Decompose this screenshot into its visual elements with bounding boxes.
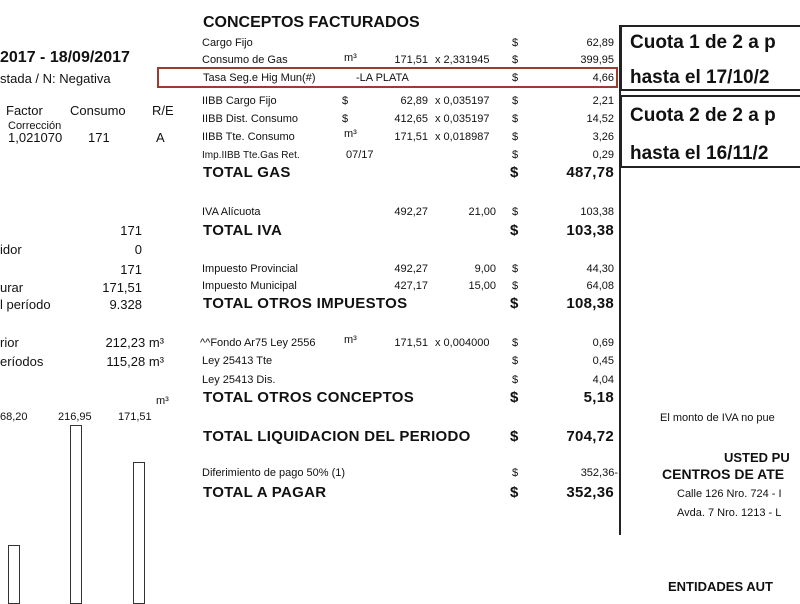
consumo-value: 171 (88, 130, 110, 145)
calle-address: Calle 126 Nro. 724 - I (677, 488, 782, 500)
centros-text: CENTROS DE ATE (662, 466, 785, 482)
total-pagar-amount: 352,36 (566, 484, 614, 501)
imp-iibb-amount: 0,29 (592, 149, 614, 161)
conceptos-title: CONCEPTOS FACTURADOS (203, 14, 420, 31)
left-row-value: 9.328 (109, 297, 142, 312)
consumo-gas-label: Consumo de Gas (202, 54, 288, 66)
col-re: R/E (152, 103, 174, 118)
iva-alicuota-label: IVA Alícuota (202, 206, 261, 218)
imp-iibb-cur: $ (512, 149, 519, 161)
prev-value: 212,23 m³ (105, 335, 164, 350)
period-dates: 2017 - 18/09/2017 (0, 49, 130, 66)
iibb-dist-base: 412,65 (394, 113, 428, 125)
left-row-label: l período (0, 297, 51, 312)
total-otros-conc-label: TOTAL OTROS CONCEPTOS (203, 389, 415, 406)
fondo-rate: x 0,004000 (435, 337, 490, 349)
fondo-unit: m³ (344, 334, 357, 346)
cuota-2-line2: hasta el 16/11/2 (630, 143, 769, 164)
ley-tte-cur: $ (512, 355, 519, 367)
col-consumo: Consumo (70, 103, 126, 118)
consumption-bar (70, 425, 82, 604)
total-otros-imp-amount: 108,38 (566, 295, 614, 312)
diferimiento-cur: $ (512, 467, 519, 479)
tasa-amount: 4,66 (592, 72, 614, 84)
iibb-tte-unit: m³ (344, 128, 357, 140)
iibb-tte-cur: $ (512, 131, 519, 143)
left-row-value: 0 (134, 242, 142, 257)
ley-tte-label: Ley 25413 Tte (202, 355, 273, 367)
iibb-tte-label: IIBB Tte. Consumo (202, 131, 295, 143)
total-iva-amount: 103,38 (566, 222, 614, 239)
total-iva-cur: $ (510, 222, 519, 239)
cuota-1-box (620, 25, 800, 91)
iva-alicuota-amount: 103,38 (580, 206, 614, 218)
total-gas-cur: $ (510, 164, 519, 181)
imp-mun-cur: $ (512, 280, 519, 292)
prev-value: 115,28 m³ (106, 354, 164, 369)
iibb-tte-amount: 3,26 (592, 131, 614, 143)
cargo-fijo-label: Cargo Fijo (202, 37, 253, 49)
consumo-gas-unit: m³ (344, 52, 357, 64)
tasa-loc: -LA PLATA (356, 72, 409, 84)
iibb-dist-rate: x 0,035197 (435, 113, 490, 125)
consumo-gas-rate: x 2,331945 (435, 54, 490, 66)
iibb-dist-label: IIBB Dist. Consumo (202, 113, 298, 125)
cuota-1-line2: hasta el 17/10/2 (630, 67, 770, 88)
consumption-bar (8, 545, 20, 604)
imp-iibb-period: 07/17 (346, 149, 374, 161)
re-value: A (156, 130, 165, 145)
cuota-1-line1: Cuota 1 de 2 a p (630, 32, 776, 53)
avda-address: Avda. 7 Nro. 1213 - L (677, 507, 782, 519)
prev-label: eríodos (0, 354, 44, 369)
imp-mun-pct: 15,00 (468, 280, 496, 292)
left-row-value: 171,51 (102, 280, 142, 295)
left-row-value: 171 (120, 223, 142, 238)
usted-text: USTED PU (724, 450, 790, 465)
iva-note: El monto de IVA no pue (660, 412, 775, 424)
fondo-qty: 171,51 (394, 337, 428, 349)
tasa-label: Tasa Seg.e Hig Mun(#) (203, 72, 316, 84)
iibb-tte-rate: x 0,018987 (435, 131, 490, 143)
consumo-gas-amount: 399,95 (580, 54, 614, 66)
consumption-bar (133, 462, 145, 604)
imp-mun-amount: 64,08 (586, 280, 614, 292)
total-otros-conc-cur: $ (510, 389, 519, 406)
total-otros-imp-label: TOTAL OTROS IMPUESTOS (203, 295, 408, 312)
entidades-text: ENTIDADES AUT (668, 579, 773, 594)
ley-dis-cur: $ (512, 374, 519, 386)
total-otros-conc-amount: 5,18 (583, 389, 614, 406)
imp-mun-base: 427,17 (394, 280, 428, 292)
total-liq-amount: 704,72 (566, 428, 614, 445)
cuota-2-box (620, 95, 800, 168)
correccion-label: Corrección (8, 120, 62, 132)
imp-mun-label: Impuesto Municipal (202, 280, 297, 292)
iibb-cargo-cur1: $ (342, 95, 349, 107)
iibb-dist-cur1: $ (342, 113, 349, 125)
iibb-dist-cur: $ (512, 113, 519, 125)
fondo-label: ^^Fondo Ar75 Ley 2556 (200, 337, 316, 349)
imp-iibb-label: Imp.IIBB Tte.Gas Ret. (202, 150, 300, 161)
iibb-cargo-cur: $ (512, 95, 519, 107)
cargo-fijo-amount: 62,89 (586, 37, 614, 49)
chart-label: 216,95 (58, 411, 92, 423)
chart-label: 171,51 (118, 411, 152, 423)
imp-prov-pct: 9,00 (474, 263, 496, 275)
prev-label: rior (0, 335, 19, 350)
fondo-amount: 0,69 (592, 337, 614, 349)
left-row-label: urar (0, 280, 24, 295)
diferimiento-label: Diferimiento de pago 50% (1) (202, 467, 346, 479)
consumo-gas-cur: $ (512, 54, 519, 66)
ley-tte-amount: 0,45 (592, 355, 614, 367)
iibb-cargo-amount: 2,21 (592, 95, 614, 107)
iibb-cargo-label: IIBB Cargo Fijo (202, 95, 277, 107)
ley-dis-label: Ley 25413 Dis. (202, 374, 276, 386)
left-row-label: idor (0, 242, 22, 257)
ley-dis-amount: 4,04 (592, 374, 614, 386)
factor-value: 1,021070 (8, 130, 63, 145)
status-text: stada / N: Negativa (0, 71, 111, 86)
total-liq-cur: $ (510, 428, 519, 445)
cargo-fijo-cur: $ (512, 37, 519, 49)
total-iva-label: TOTAL IVA (203, 222, 283, 239)
iva-alicuota-base: 492,27 (394, 206, 428, 218)
col-factor: Factor (6, 103, 43, 118)
tasa-cur: $ (512, 72, 519, 84)
total-otros-imp-cur: $ (510, 295, 519, 312)
iibb-cargo-rate: x 0,035197 (435, 95, 490, 107)
total-pagar-cur: $ (510, 484, 519, 501)
chart-unit: m³ (156, 395, 169, 407)
imp-prov-cur: $ (512, 263, 519, 275)
iibb-dist-amount: 14,52 (586, 113, 614, 125)
total-gas-amount: 487,78 (566, 164, 614, 181)
imp-prov-amount: 44,30 (586, 263, 614, 275)
total-liq-label: TOTAL LIQUIDACION DEL PERIODO (203, 428, 471, 445)
total-gas-label: TOTAL GAS (203, 164, 291, 181)
imp-prov-base: 492,27 (394, 263, 428, 275)
iva-alicuota-cur: $ (512, 206, 519, 218)
cuota-2-line1: Cuota 2 de 2 a p (630, 105, 776, 126)
iva-alicuota-pct: 21,00 (468, 206, 496, 218)
chart-label: 68,20 (0, 411, 28, 423)
fondo-cur: $ (512, 337, 519, 349)
iibb-cargo-base: 62,89 (400, 95, 428, 107)
consumo-gas-qty: 171,51 (394, 54, 428, 66)
left-row-value: 171 (120, 262, 142, 277)
diferimiento-amount: 352,36- (580, 467, 618, 479)
total-pagar-label: TOTAL A PAGAR (203, 484, 327, 501)
iibb-tte-base: 171,51 (394, 131, 428, 143)
imp-prov-label: Impuesto Provincial (202, 263, 298, 275)
